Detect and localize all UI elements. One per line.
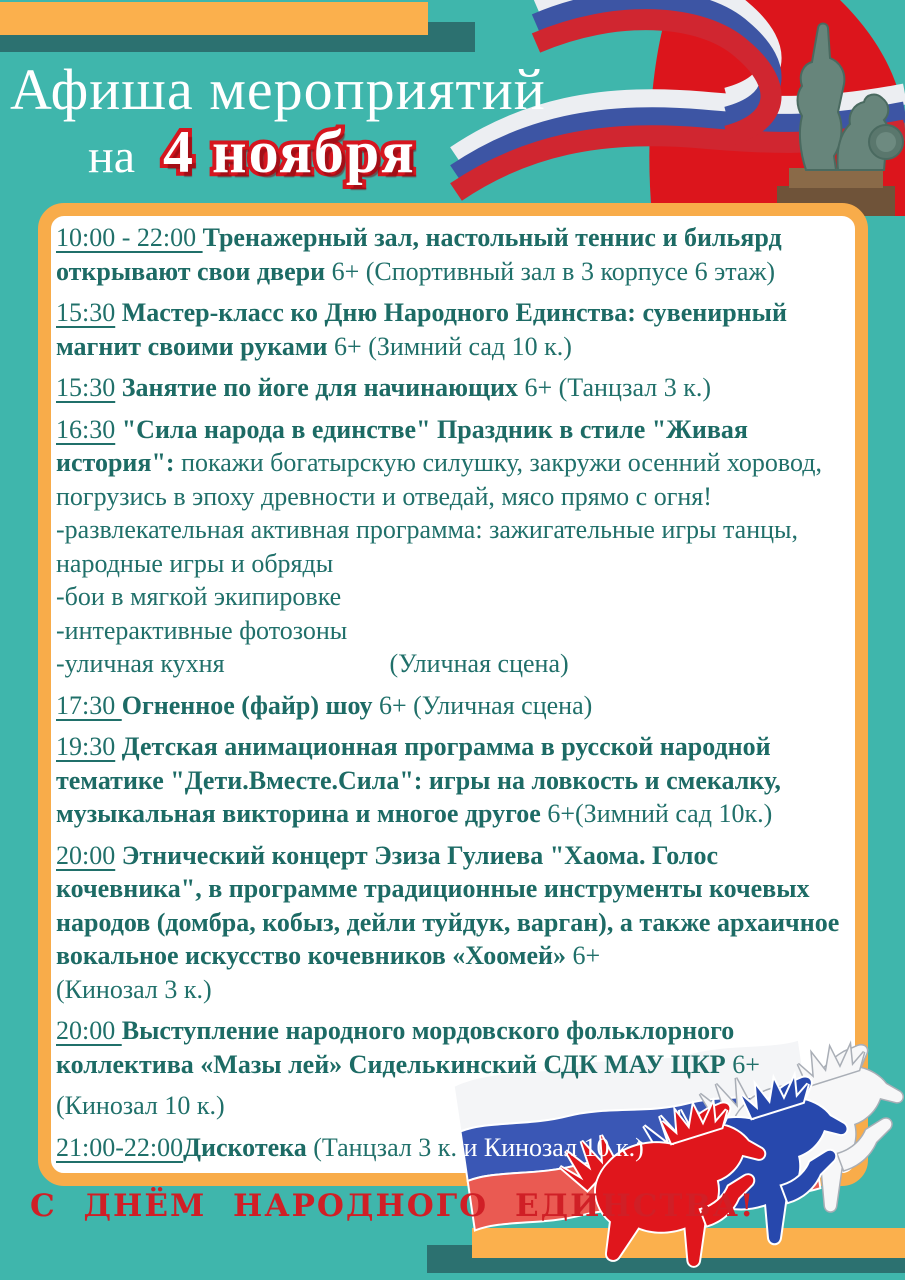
- event-segment: (Уличная сцена): [389, 649, 569, 678]
- event-item: [56, 371, 850, 405]
- event-segment: 16:30: [56, 414, 116, 444]
- event-segment: -интерактивные фотозоны: [56, 615, 348, 645]
- event-segment: 19:30: [56, 732, 116, 761]
- event-segment: 20:00: [56, 1016, 122, 1045]
- date-prefix: на: [88, 130, 135, 183]
- event-segment: 15:30: [56, 373, 116, 402]
- event-segment: и Кинозал 10 к.): [463, 1132, 644, 1162]
- event-segment: покажи богатырскую силушку, закружи осенний хоровод, погрузись в эпоху древности и отведай, мясо прямо с огня!: [56, 448, 822, 511]
- event-segment: 17:30: [56, 690, 122, 720]
- event-segment: -развлекательная активная программа: зажигательные игры танцы, народные игры и обряды: [56, 515, 799, 578]
- event-segment: (Кинозал 10 к.): [56, 1091, 225, 1120]
- event-segment: 6+: [725, 1049, 760, 1079]
- event-item: [56, 730, 850, 831]
- date-text: 4 ноября: [163, 119, 416, 185]
- event-segment: 6+ (Уличная сцена): [372, 690, 593, 720]
- event-segment: 6+(Зимний сад 10к.): [540, 799, 773, 828]
- event-segment: 20:00: [56, 840, 116, 870]
- event-item: [56, 689, 850, 723]
- event-segment: 6+ (Танцзал 3 к.): [517, 373, 711, 402]
- poster-subtitle: [88, 118, 416, 187]
- event-segment: -бои в мягкой экипировке: [56, 582, 342, 611]
- event-item: [56, 1089, 850, 1123]
- event-item: [56, 413, 850, 681]
- event-segment: 6+ (Спортивный зал в 3 корпусе 6 этаж): [325, 256, 776, 286]
- event-segment: (Танцзал 3 к.: [306, 1132, 464, 1162]
- event-segment: -уличная кухня: [56, 649, 225, 678]
- event-segment: Тренажерный зал, настольный теннис и бильярд открывают свои двери: [56, 223, 782, 286]
- poster-title: Афиша мероприятий: [10, 57, 546, 122]
- event-segment: Детская анимационная программа в русской народной тематике "Дети.Вместе.Сила": игры на ловкость и смекалку, музыкальная викторина и многое другое: [56, 732, 781, 828]
- event-item: [56, 296, 850, 363]
- top-left-orange-bar: [0, 2, 428, 35]
- event-segment: Мастер-класс ко Дню Народного Единства: сувенирный магнит своими руками: [56, 298, 787, 361]
- event-segment: Выступление народного мордовского фольклорного коллектива «Мазы лей» Сиделькинский СДК МАУ ЦКР: [56, 1016, 735, 1079]
- event-segment: Огненное (файр) шоу: [121, 690, 373, 720]
- event-segment: Дискотека: [183, 1132, 307, 1162]
- event-segment: Занятие по йоге для начинающих: [115, 373, 518, 402]
- event-segment: Этнический концерт Эзиза Гулиева "Хаома. Голос кочевника", в программе традиционные инструменты кочевых народов (домбра, кобыз, дейли туйдук, варган), а также архаичное вокальное искусство кочевников «Хоомей»: [56, 840, 840, 970]
- greeting-text: С ДНЁМ НАРОДНОГО ЕДИНСТВА!: [30, 1188, 756, 1224]
- event-segment: (Кинозал 3 к.): [56, 974, 212, 1004]
- event-segment: 15:30: [56, 298, 116, 327]
- event-segment: "Сила народа в единстве" Праздник в стиле "Живая история":: [56, 414, 748, 477]
- event-segment: 6+ (Зимний сад 10 к.): [327, 331, 572, 361]
- event-segment: 21:00-22:00: [56, 1132, 184, 1162]
- event-segment: 10:00 - 22:00: [56, 223, 203, 252]
- event-item: [56, 839, 850, 1007]
- event-segment: 6+: [566, 941, 601, 970]
- event-item: [56, 221, 850, 288]
- events-list: [56, 221, 850, 1172]
- event-item: [56, 1131, 850, 1165]
- event-item: [56, 1014, 850, 1081]
